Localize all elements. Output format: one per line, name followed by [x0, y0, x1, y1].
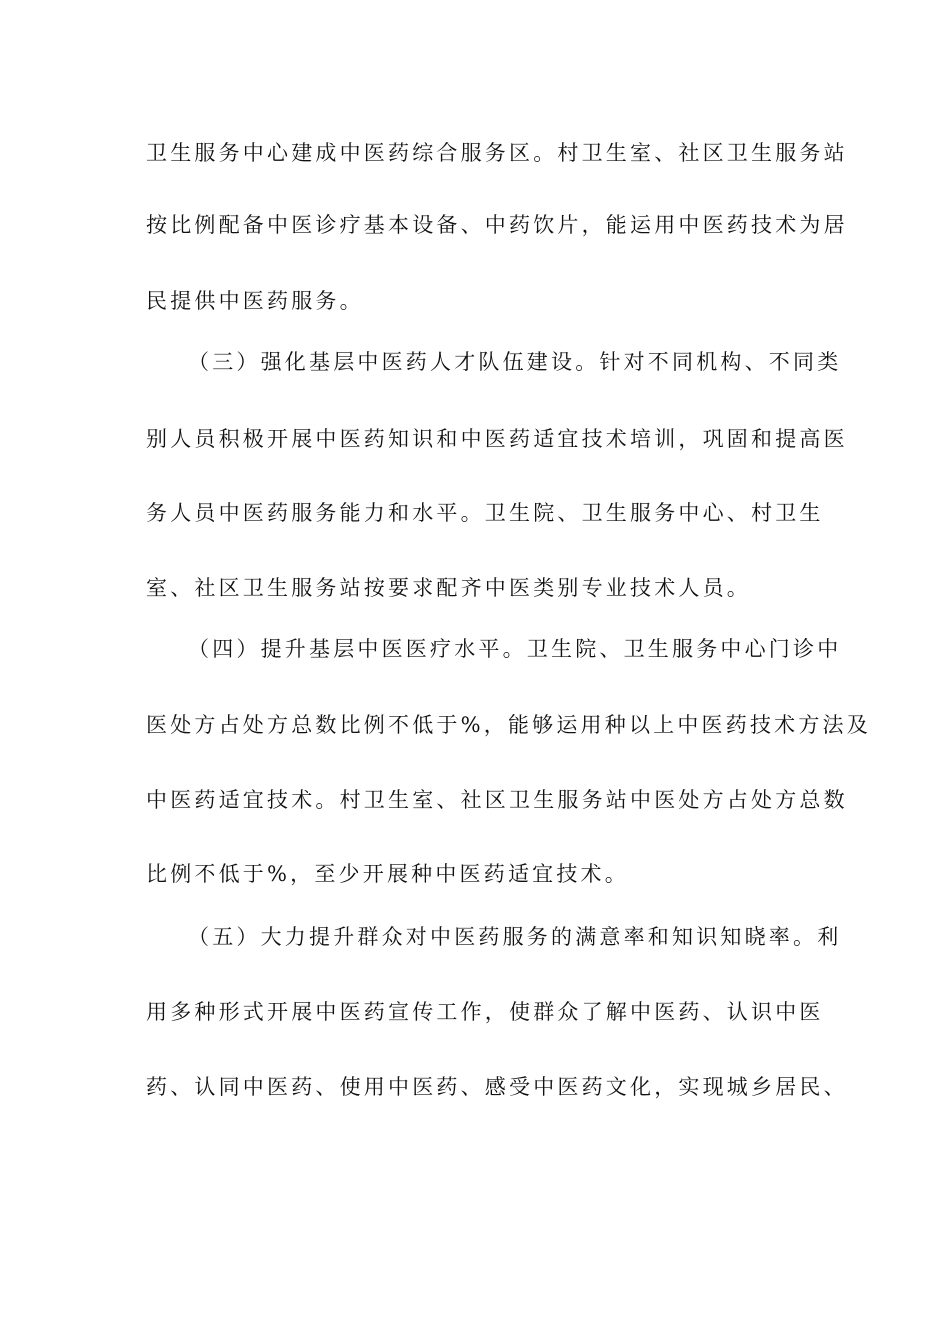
text-line: 别人员积极开展中医药知识和中医药适宜技术培训，巩固和提高医	[146, 427, 848, 451]
paragraph-heading-line: （五）大力提升群众对中医药服务的满意率和知识知晓率。利	[188, 925, 842, 949]
text-line: 室、社区卫生服务站按要求配齐中医类别专业技术人员。	[146, 576, 751, 600]
text-line: 卫生服务中心建成中医药综合服务区。村卫生室、社区卫生服务站	[146, 141, 848, 165]
text-line: 医处方占处方总数比例不低于%，能够运用种以上中医药技术方法及	[146, 713, 871, 737]
text-line: 按比例配备中医诊疗基本设备、中药饮片，能运用中医药技术为居	[146, 213, 848, 237]
text-line: 民提供中医药服务。	[146, 289, 364, 313]
paragraph-heading-line: （三）强化基层中医药人才队伍建设。针对不同机构、不同类	[188, 350, 842, 374]
text-line: 用多种形式开展中医药宣传工作，使群众了解中医药、认识中医	[146, 1000, 824, 1024]
text-line: 务人员中医药服务能力和水平。卫生院、卫生服务中心、村卫生	[146, 501, 824, 525]
text-line: 中医药适宜技术。村卫生室、社区卫生服务站中医处方占处方总数	[146, 788, 848, 812]
text-line: 药、认同中医药、使用中医药、感受中医药文化，实现城乡居民、	[146, 1075, 848, 1099]
paragraph-heading-line: （四）提升基层中医医疗水平。卫生院、卫生服务中心门诊中	[188, 637, 842, 661]
text-line: 比例不低于%，至少开展种中医药适宜技术。	[146, 862, 629, 886]
